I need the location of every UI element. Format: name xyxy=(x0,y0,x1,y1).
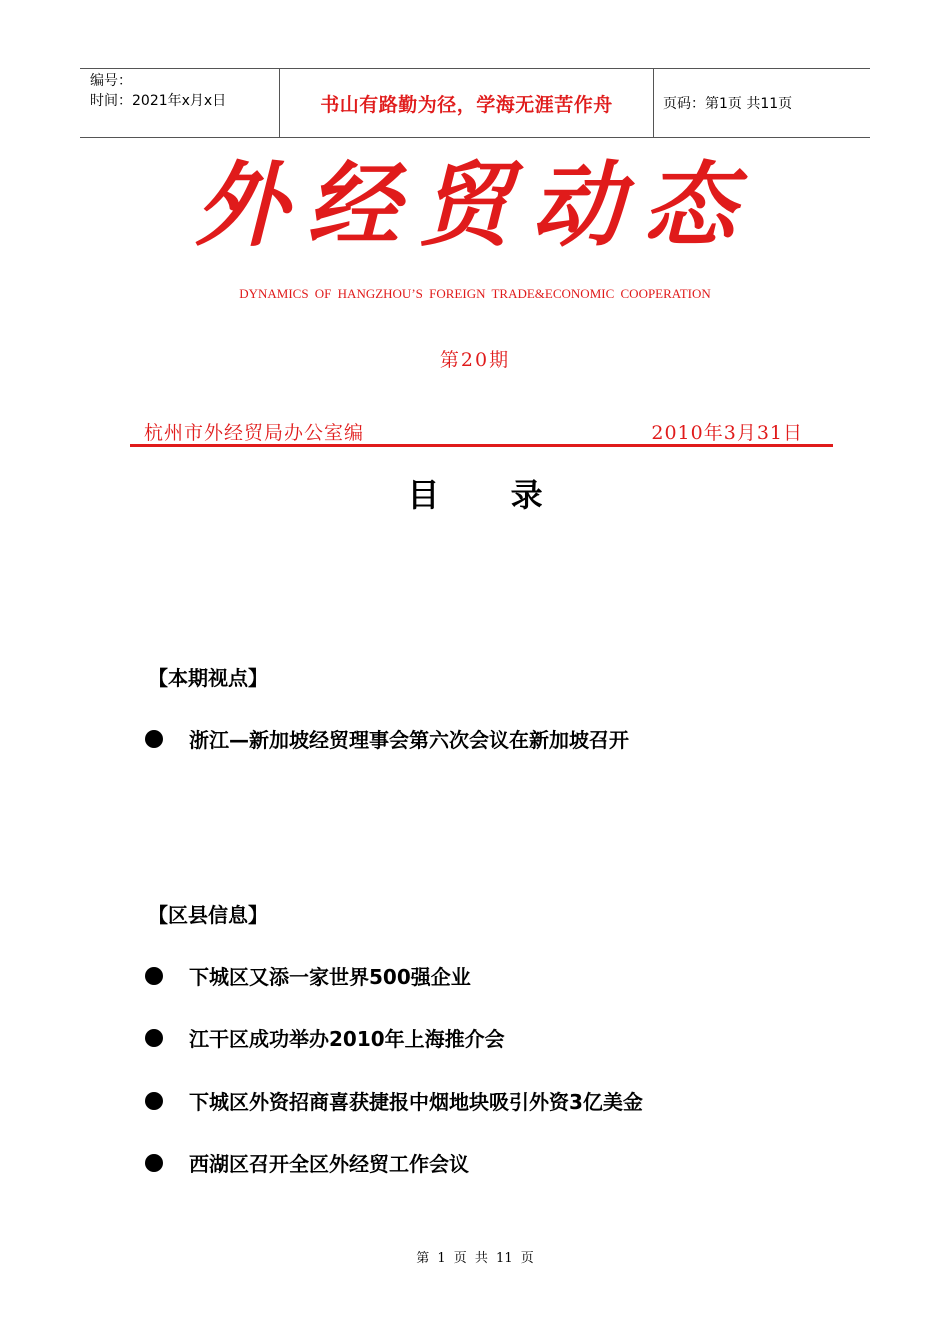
bullet-icon xyxy=(145,730,163,748)
issue-number: 第20期 xyxy=(439,349,511,371)
masthead-subtitle: DYNAMICS OF HANGZHOU’S FOREIGN TRADE&ECONOMIC COOPERATION xyxy=(239,286,711,301)
toc-item[interactable] xyxy=(145,1023,505,1052)
page-footer: 第 1 页 共 11 页 xyxy=(416,1251,534,1266)
section-heading: 【区县信息】 xyxy=(148,903,268,927)
publish-date: 2010年3月31日 xyxy=(651,422,803,444)
bullet-icon xyxy=(145,1092,163,1110)
page-code: 页码：第1页 共11页 xyxy=(663,96,793,112)
motto: 书山有路勤为径，学海无涯苦作舟 xyxy=(280,69,654,137)
toc-item-label: 下城区外资招商喜获捷报中烟地块吸引外资3亿美金 xyxy=(189,1090,643,1114)
toc-item-label: 浙江—新加坡经贸理事会第六次会议在新加坡召开 xyxy=(189,728,629,752)
header-left-cell xyxy=(80,69,280,137)
toc-item-label: 西湖区召开全区外经贸工作会议 xyxy=(189,1152,469,1176)
toc-item[interactable] xyxy=(145,961,471,990)
editor-line xyxy=(130,418,833,447)
number-label: 编号： xyxy=(90,73,132,89)
bullet-icon xyxy=(145,1029,163,1047)
section-heading: 【本期视点】 xyxy=(148,666,268,690)
bullet-icon xyxy=(145,1154,163,1172)
time-label: 时间：2021年x月x日 xyxy=(90,93,227,109)
editor: 杭州市外经贸局办公室编 xyxy=(144,422,365,444)
toc-item-label: 下城区又添一家世界500强企业 xyxy=(189,965,471,989)
header-table xyxy=(80,68,870,138)
toc-item-label: 江干区成功举办2010年上海推介会 xyxy=(189,1027,505,1051)
bullet-icon xyxy=(145,967,163,985)
toc-item[interactable] xyxy=(145,1086,643,1115)
toc-title: 目 录 xyxy=(407,476,543,514)
masthead-title: 外经贸动态 xyxy=(194,151,755,259)
toc-item[interactable] xyxy=(145,724,629,753)
toc-item[interactable] xyxy=(145,1148,469,1177)
